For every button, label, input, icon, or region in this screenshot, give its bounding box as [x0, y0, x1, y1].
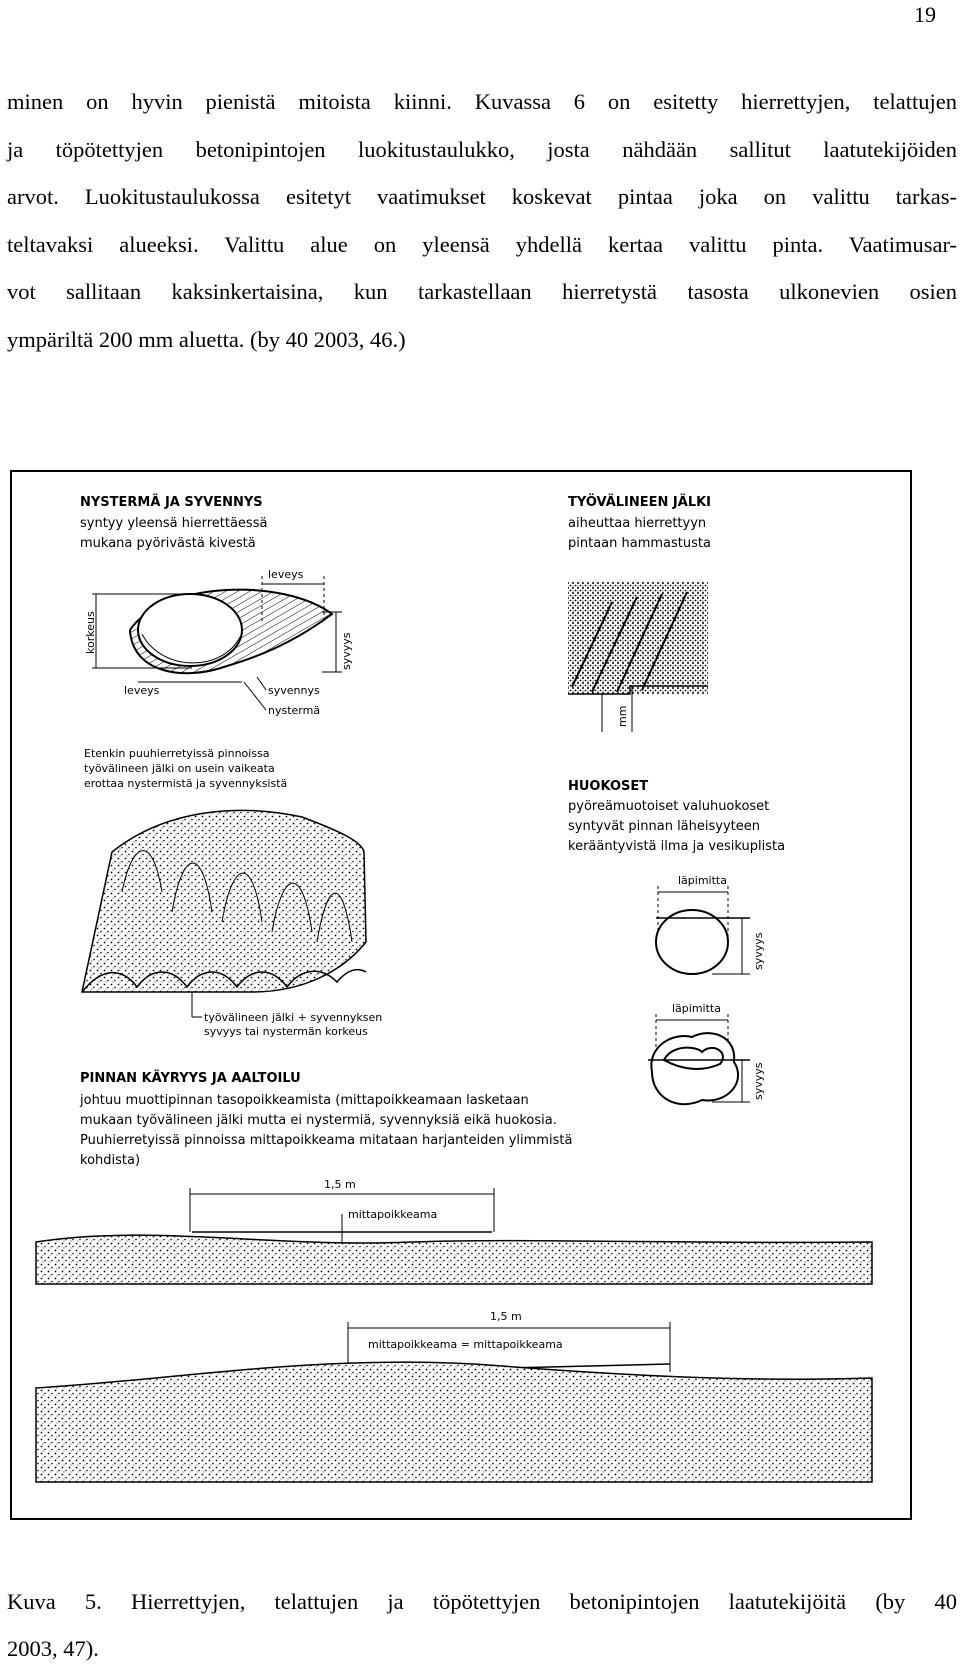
nysterma-note-line: työvälineen jälki on usein vaikeata	[84, 762, 275, 775]
figure-caption	[7, 1578, 957, 1672]
figure-quality-factors	[10, 470, 912, 1520]
leveys-top-label: leveys	[268, 568, 304, 581]
page-number: 19	[914, 2, 936, 27]
huokoset-line: pyöreämuotoiset valuhuokoset	[568, 799, 770, 814]
dimension-label: 1,5 m	[324, 1178, 356, 1191]
lapimitta-label: läpimitta	[678, 874, 727, 887]
tyovaline-line: aiheuttaa hierrettyyn	[568, 516, 707, 531]
huokoset-heading: HUOKOSET	[568, 779, 649, 794]
body-line: ja töpötettyjen betonipintojen luokitustaulukko, josta nähdään sallitut laatutekijöiden	[7, 136, 957, 162]
body-paragraph	[7, 78, 957, 363]
mm-label: mm	[616, 705, 629, 727]
body-line: ympäriltä 200 mm aluetta. (by 40 2003, 46.)	[7, 326, 406, 352]
nysterma-note-line: erottaa nystermistä ja syvennyksistä	[84, 777, 288, 790]
body-line: vot sallitaan kaksinkertaisina, kun tarkastellaan hierretystä tasosta ulkonevien osien	[7, 279, 957, 304]
leveys-left-label: leveys	[124, 684, 160, 697]
kayryys-line: Puuhierretyissä pinnoissa mittapoikkeama mitataan harjanteiden ylimmistä	[80, 1133, 573, 1148]
syvyys-label: syvyys	[752, 932, 765, 970]
tyovaline-heading: TYÖVÄLINEEN JÄLKI	[568, 495, 712, 510]
nysterma-diagram	[84, 568, 353, 717]
pore-diagram-2	[648, 1002, 765, 1104]
lapimitta-label: läpimitta	[672, 1002, 721, 1015]
flatness-diagram-1	[36, 1178, 872, 1284]
flatness-diagram-2	[36, 1310, 872, 1482]
mittapoikkeama-eq-label: mittapoikkeama = mittapoikkeama	[368, 1338, 563, 1351]
nysterma-heading: NYSTERMÄ JA SYVENNYS	[80, 495, 263, 510]
tool-mark-drawing	[568, 582, 708, 732]
kayryys-line: mukaan työvälineen jälki mutta ei nystermiä, syvennyksiä eikä huokosia.	[80, 1113, 557, 1128]
syvyys-label: syvyys	[752, 1062, 765, 1100]
kayryys-line: johtuu muottipinnan tasopoikkeamista (mittapoikkeamaan lasketaan	[80, 1093, 529, 1108]
wavy-surface-drawing	[82, 810, 366, 1017]
pore-diagram-1	[656, 874, 765, 974]
surface-note-line: syvyys tai nystermän korkeus	[204, 1025, 368, 1038]
body-line: teltavaksi alueeksi. Valittu alue on yleensä yhdellä kertaa valittu pinta. Vaatimusar-	[7, 231, 957, 257]
surface-note-line: työvälineen jälki + syvennyksen	[204, 1011, 383, 1024]
tyovaline-line: pintaan hammastusta	[568, 536, 711, 551]
huokoset-line: kerääntyvistä ilma ja vesikuplista	[568, 839, 786, 854]
syvyys-label: syvyys	[340, 632, 353, 670]
caption-line: 2003, 47).	[7, 1636, 99, 1661]
mittapoikkeama-label: mittapoikkeama	[348, 1208, 438, 1221]
figure-drawing	[12, 472, 910, 1518]
nysterma-note-line: Etenkin puuhierretyissä pinnoissa	[84, 747, 270, 760]
caption-line: Kuva 5. Hierrettyjen, telattujen ja töpötettyjen betonipintojen laatutekijöitä (by 40	[7, 1589, 957, 1614]
nysterma-line: mukana pyörivästä kivestä	[80, 536, 256, 551]
nysterma-label: nystermä	[268, 704, 321, 717]
body-line: arvot. Luokitustaulukossa esitetyt vaatimukset koskevat pintaa joka on valittu tarkas-	[7, 184, 957, 209]
dimension-label: 1,5 m	[490, 1310, 522, 1323]
kayryys-line: kohdista)	[80, 1153, 141, 1168]
nysterma-line: syntyy yleensä hierrettäessä	[80, 516, 268, 531]
syvennys-label: syvennys	[268, 684, 320, 697]
body-line: minen on hyvin pienistä mitoista kiinni. Kuvassa 6 on esitetty hierrettyjen, telattujen	[7, 89, 957, 114]
korkeus-label: korkeus	[84, 611, 97, 654]
kayryys-heading: PINNAN KÄYRYYS JA AALTOILU	[80, 1071, 301, 1086]
huokoset-line: syntyvät pinnan läheisyyteen	[568, 819, 760, 834]
